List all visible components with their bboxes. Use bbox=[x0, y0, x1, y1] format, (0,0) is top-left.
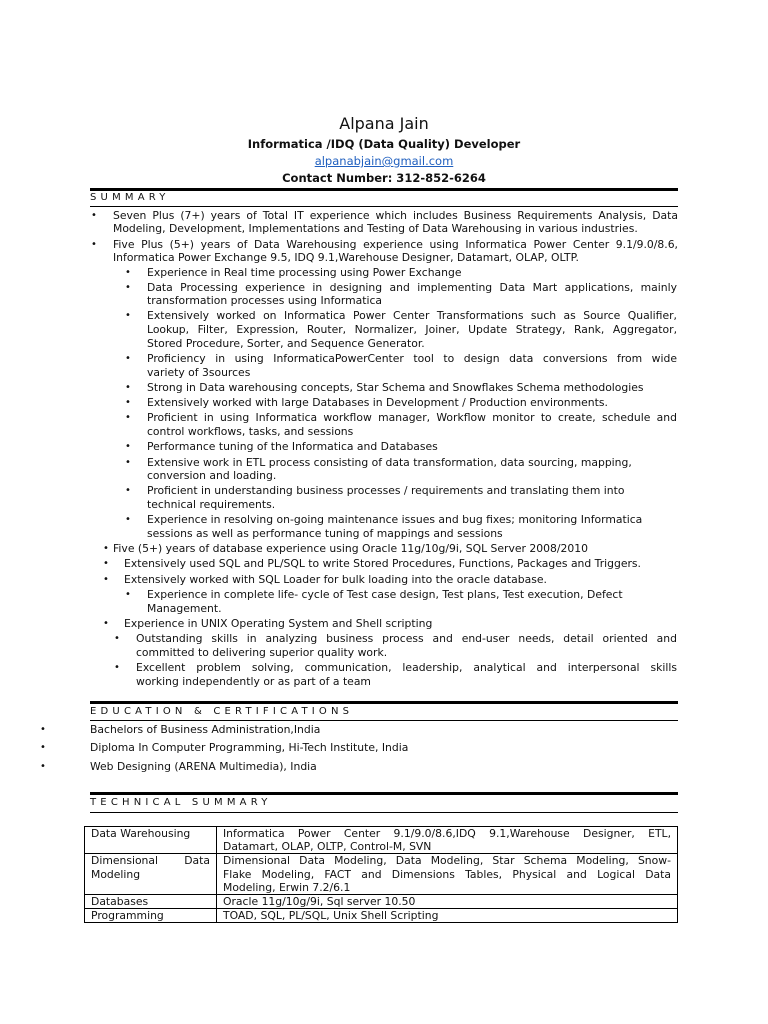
email-link[interactable]: alpanabjain@gmail.com bbox=[314, 154, 454, 168]
summary-subitem: Extensive work in ETL process consisting of data transformation, data sourcing, mapping, bbox=[147, 456, 632, 469]
bullet-icon: • bbox=[91, 239, 97, 250]
summary-line: Modeling, Development, Implementations and Testing of Data Warehousing in various industries. bbox=[113, 222, 638, 235]
summary-subitem: Management. bbox=[147, 602, 222, 615]
summary-subitem: Extensively worked on Informatica Power Center Transformations such as Source Qualifier, bbox=[147, 309, 677, 322]
summary-subitem: Stored Procedure, Sorter, and Sequence Generator. bbox=[147, 337, 425, 350]
education-item: Diploma In Computer Programming, Hi-Tech Institute, India bbox=[90, 741, 409, 754]
education-item: Web Designing (ARENA Multimedia), India bbox=[90, 760, 317, 773]
bullet-icon: • bbox=[125, 382, 131, 393]
summary-subitem: Lookup, Filter, Expression, Router, Normalizer, Joiner, Update Strategy, Rank, Aggregator, bbox=[147, 323, 677, 336]
technical-summary-table bbox=[84, 826, 678, 923]
bullet-icon: • bbox=[103, 574, 109, 585]
table-cell-key: Databases bbox=[85, 895, 217, 909]
bullet-icon: • bbox=[91, 210, 97, 221]
summary-subitem: Strong in Data warehousing concepts, Star Schema and Snowflakes Schema methodologies bbox=[147, 381, 644, 394]
bullet-icon: • bbox=[125, 485, 131, 496]
table-row bbox=[85, 909, 678, 923]
table-cell-value: Oracle 11g/10g/9i, Sql server 10.50 bbox=[217, 895, 678, 909]
bullet-icon: • bbox=[125, 267, 131, 278]
section-rule bbox=[90, 812, 678, 813]
summary-subitem: variety of 3sources bbox=[147, 366, 251, 379]
bullet-icon: • bbox=[125, 589, 131, 600]
bullet-icon: • bbox=[103, 558, 109, 569]
bullet-icon: • bbox=[125, 514, 131, 525]
summary-subitem: control workflows, tasks, and sessions bbox=[147, 425, 354, 438]
bullet-icon: • bbox=[40, 724, 46, 735]
table-cell-value: TOAD, SQL, PL/SQL, Unix Shell Scripting bbox=[217, 909, 678, 923]
bullet-icon: • bbox=[103, 543, 109, 554]
summary-subitem: Extensively worked with large Databases in Development / Production environments. bbox=[147, 396, 608, 409]
technical-heading: TECHNICAL SUMMARY bbox=[90, 797, 272, 808]
table-row bbox=[85, 827, 678, 854]
summary-line: Five Plus (5+) years of Data Warehousing experience using Informatica Power Center 9.1/9.0/8.6, bbox=[113, 238, 678, 251]
summary-subitem: transformation processes using Informatica bbox=[147, 294, 383, 307]
summary-line: Seven Plus (7+) years of Total IT experience which includes Business Requirements Analysis, Data bbox=[113, 209, 678, 222]
summary-line: Extensively used SQL and PL/SQL to write Stored Procedures, Functions, Packages and Triggers. bbox=[124, 557, 641, 570]
bullet-icon: • bbox=[125, 441, 131, 452]
table-row bbox=[85, 854, 678, 895]
summary-subitem: Proficient in understanding business processes / requirements and translating them into bbox=[147, 484, 625, 497]
summary-heading: SUMMARY bbox=[90, 192, 170, 203]
table-cell-key: Dimensional Data Modeling bbox=[85, 854, 217, 895]
bullet-icon: • bbox=[103, 618, 109, 629]
section-rule bbox=[90, 701, 678, 704]
summary-line: Informatica Power Exchange 9.5, IDQ 9.1,Warehouse Designer, Datamart, OLAP, OLTP. bbox=[113, 251, 579, 264]
bullet-icon: • bbox=[40, 761, 46, 772]
bullet-icon: • bbox=[114, 633, 120, 644]
summary-subitem: Experience in resolving on-going maintenance issues and bug fixes; monitoring Informatica bbox=[147, 513, 643, 526]
summary-subitem: Data Processing experience in designing and implementing Data Mart applications, mainly bbox=[147, 281, 677, 294]
summary-subitem: Experience in complete life- cycle of Test case design, Test plans, Test execution, Defect bbox=[147, 588, 623, 601]
education-heading: EDUCATION & CERTIFICATIONS bbox=[90, 706, 354, 717]
section-rule bbox=[90, 720, 678, 721]
summary-subitem: conversion and loading. bbox=[147, 469, 277, 482]
bullet-icon: • bbox=[125, 412, 131, 423]
table-cell-value: Informatica Power Center 9.1/9.0/8.6,IDQ 9.1,Warehouse Designer, ETL, Datamart, OLAP, OLTP, Control-M, SVN bbox=[217, 827, 678, 854]
summary-subitem: technical requirements. bbox=[147, 498, 276, 511]
bullet-icon: • bbox=[125, 397, 131, 408]
table-cell-value: Dimensional Data Modeling, Data Modeling, Star Schema Modeling, Snow- Flake Modeling, FACT and Dimensions Tables, Physical and Logical Data Modeling, Erwin 7.2/6.1 bbox=[217, 854, 678, 895]
bullet-icon: • bbox=[125, 353, 131, 364]
bullet-icon: • bbox=[114, 662, 120, 673]
candidate-name: Alpana Jain bbox=[339, 114, 429, 133]
summary-subitem: Proficiency in using InformaticaPowerCenter tool to design data conversions from wide bbox=[147, 352, 677, 365]
table-cell-key: Programming bbox=[85, 909, 217, 923]
job-title: Informatica /IDQ (Data Quality) Developer bbox=[247, 137, 521, 151]
summary-subitem: committed to delivering superior quality work. bbox=[136, 646, 388, 659]
summary-subitem: Performance tuning of the Informatica and Databases bbox=[147, 440, 438, 453]
section-rule bbox=[90, 792, 678, 795]
summary-line: Experience in UNIX Operating System and Shell scripting bbox=[124, 617, 433, 630]
section-rule bbox=[90, 206, 678, 207]
summary-subitem: Excellent problem solving, communication, leadership, analytical and interpersonal skills bbox=[136, 661, 677, 674]
summary-subitem: Outstanding skills in analyzing business process and end-user needs, detail oriented and bbox=[136, 632, 677, 645]
bullet-icon: • bbox=[40, 742, 46, 753]
contact-number: Contact Number: 312-852-6264 bbox=[282, 171, 486, 185]
bullet-icon: • bbox=[125, 457, 131, 468]
table-cell-key: Data Warehousing bbox=[85, 827, 217, 854]
bullet-icon: • bbox=[125, 310, 131, 321]
education-item: Bachelors of Business Administration,India bbox=[90, 723, 321, 736]
table-row bbox=[85, 895, 678, 909]
summary-line: Extensively worked with SQL Loader for bulk loading into the oracle database. bbox=[124, 573, 547, 586]
section-rule bbox=[90, 188, 678, 191]
summary-subitem: Experience in Real time processing using Power Exchange bbox=[147, 266, 462, 279]
summary-subitem: Proficient in using Informatica workflow manager, Workflow monitor to create, schedule and bbox=[147, 411, 677, 424]
summary-subitem: working independently or as part of a team bbox=[136, 675, 371, 688]
summary-line: Five (5+) years of database experience using Oracle 11g/10g/9i, SQL Server 2008/2010 bbox=[113, 542, 588, 555]
bullet-icon: • bbox=[125, 282, 131, 293]
summary-subitem: sessions as well as performance tuning of mappings and sessions bbox=[147, 527, 503, 540]
